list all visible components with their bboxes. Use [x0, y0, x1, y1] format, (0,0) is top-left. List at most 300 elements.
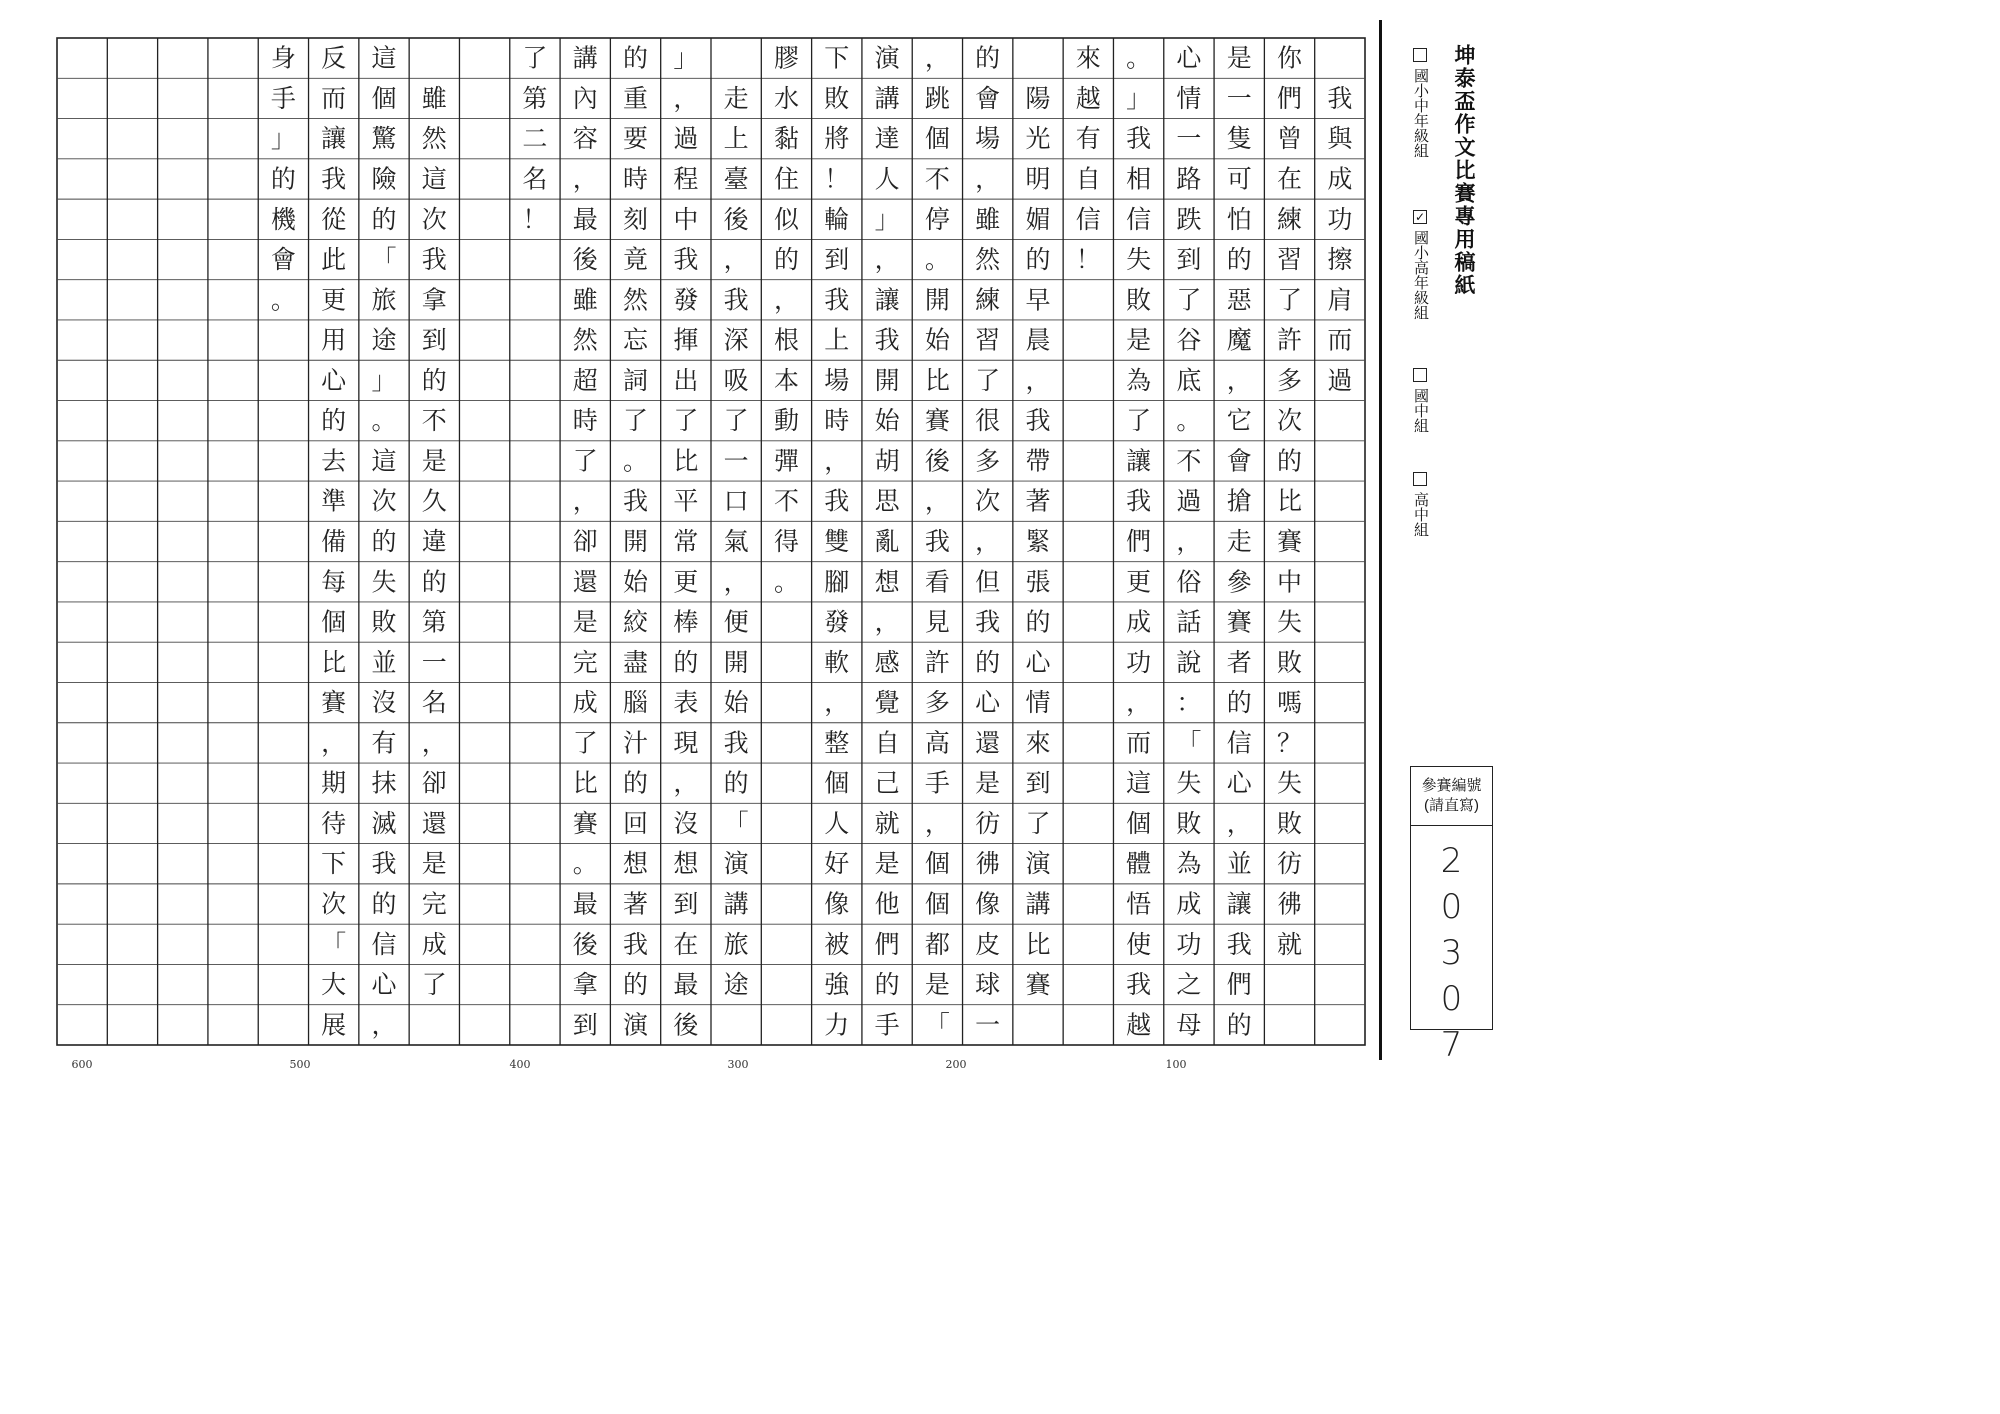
essay-character: 每 [321, 567, 347, 597]
essay-character: 」 [874, 204, 900, 234]
essay-character: 到 [1025, 768, 1051, 798]
essay-character: 很 [975, 406, 1001, 436]
essay-character: 的 [874, 970, 900, 1000]
entry-digit: 0 [1440, 979, 1463, 1019]
essay-character: 者 [1226, 647, 1252, 677]
essay-character: 緊 [1025, 527, 1051, 556]
category-option-junior-high[interactable] [1410, 368, 1431, 433]
essay-character: 輪 [824, 204, 850, 234]
essay-character: 第 [522, 83, 548, 113]
essay-character: 心 [975, 688, 1001, 718]
essay-character: 這 [371, 43, 397, 73]
essay-character: 我 [1025, 406, 1051, 436]
essay-character: 開 [874, 365, 900, 395]
essay-character: 沒 [371, 688, 397, 718]
category-option-senior-high[interactable] [1410, 472, 1431, 537]
contest-title: 坤泰盃作文比賽專用稿紙 [1452, 44, 1475, 297]
essay-character: 黏 [773, 124, 799, 154]
essay-character: 」 [371, 365, 397, 395]
essay-character: 俗 [1176, 567, 1202, 597]
essay-character: 便 [723, 607, 749, 637]
essay-character: 賽 [572, 808, 598, 838]
essay-character: 了 [1126, 406, 1152, 436]
essay-character: 。 [1176, 406, 1202, 436]
essay-character: 講 [723, 889, 749, 919]
essay-character: 比 [572, 768, 598, 798]
essay-character: 一 [421, 647, 447, 677]
essay-character: ， [673, 768, 699, 798]
essay-character: 名 [421, 688, 447, 718]
essay-character: 「 [1176, 728, 1202, 758]
essay-character: 手 [270, 83, 296, 113]
essay-character: 賽 [1277, 527, 1303, 556]
essay-character: 平 [673, 486, 699, 516]
essay-character: 並 [1226, 849, 1252, 879]
essay-character: 還 [572, 567, 598, 597]
essay-character: 「 [321, 929, 347, 959]
essay-character: 我 [723, 728, 749, 758]
essay-character: 就 [1277, 929, 1303, 959]
essay-character: 更 [673, 567, 699, 597]
essay-character: ， [824, 446, 850, 476]
character-count-marker: 500 [289, 1058, 311, 1071]
essay-character: ， [1226, 808, 1252, 838]
essay-character: ， [1176, 527, 1202, 556]
entry-number-value [1411, 826, 1492, 1068]
essay-character: 敗 [1126, 285, 1152, 315]
essay-character: 彿 [1277, 889, 1303, 919]
essay-character: 開 [623, 527, 649, 556]
essay-character: 。 [924, 245, 950, 275]
essay-character: 彿 [975, 849, 1001, 879]
essay-character: 盡 [623, 647, 649, 677]
essay-character: 的 [673, 647, 699, 677]
essay-character: 的 [1025, 245, 1051, 275]
essay-character: 不 [1176, 446, 1202, 476]
essay-character: 心 [371, 970, 397, 1000]
essay-character: 卻 [572, 527, 598, 556]
essay-character: 想 [623, 849, 649, 879]
essay-character: 並 [371, 647, 397, 677]
essay-character: 開 [924, 285, 950, 315]
checked-checkbox-icon[interactable]: ✓ [1414, 210, 1426, 224]
essay-character: 本 [773, 365, 799, 395]
essay-character: 到 [572, 1010, 598, 1040]
essay-character: 的 [1277, 446, 1303, 476]
essay-character: 這 [421, 164, 447, 194]
essay-character: 卻 [421, 768, 447, 798]
essay-character: 信 [371, 929, 397, 959]
essay-character: 功 [1327, 204, 1353, 234]
essay-character: 氣 [723, 527, 749, 556]
category-label: 國中組 [1412, 388, 1429, 433]
essay-character: ， [874, 245, 900, 275]
essay-character: 發 [673, 285, 699, 315]
essay-character: 過 [1176, 486, 1202, 516]
essay-character: 思 [874, 486, 900, 516]
essay-character: 的 [421, 365, 447, 395]
essay-character: 時 [623, 164, 649, 194]
essay-character: 後 [673, 1010, 699, 1040]
essay-character: 失 [1277, 768, 1303, 798]
essay-character: 跌 [1176, 204, 1202, 234]
essay-character: 母 [1176, 1010, 1202, 1040]
essay-character: 沒 [673, 808, 699, 838]
essay-character: 這 [371, 446, 397, 476]
essay-character: 講 [572, 43, 598, 73]
essay-character: 然 [572, 325, 598, 355]
essay-character: 我 [421, 245, 447, 275]
essay-character: 險 [371, 164, 397, 194]
essay-character: 是 [1126, 325, 1152, 355]
essay-character: 現 [673, 728, 699, 758]
essay-character: 張 [1025, 567, 1051, 597]
essay-character: 成 [1176, 889, 1202, 919]
essay-character: 次 [975, 486, 1001, 516]
essay-character: 「 [371, 245, 397, 275]
essay-column [1176, 44, 1202, 1040]
essay-character: 心 [321, 365, 347, 395]
essay-character: 我 [924, 527, 950, 556]
essay-character: 賽 [1226, 607, 1252, 637]
essay-character: 我 [874, 325, 900, 355]
essay-character: 備 [321, 527, 347, 556]
essay-character: 了 [1176, 285, 1202, 315]
essay-character: 絞 [623, 607, 649, 637]
essay-character: 始 [623, 567, 649, 597]
essay-character: ， [924, 43, 950, 73]
entry-digit: 2 [1440, 841, 1463, 881]
category-option-middle-grades[interactable] [1410, 48, 1431, 158]
essay-character: 次 [1277, 406, 1303, 436]
essay-column [824, 44, 850, 1040]
essay-character: 心 [1176, 43, 1202, 73]
essay-character: 竟 [623, 245, 649, 275]
essay-character: 媚 [1025, 204, 1051, 234]
essay-character: 皮 [975, 929, 1001, 959]
essay-character: ， [1025, 365, 1051, 395]
essay-character: 情 [1025, 688, 1051, 718]
essay-character: 最 [673, 970, 699, 1000]
entry-number-box [1410, 766, 1493, 1065]
essay-character: 更 [1126, 567, 1152, 597]
essay-character: 越 [1075, 83, 1101, 113]
essay-character: 覺 [874, 688, 900, 718]
essay-character: 途 [723, 970, 749, 1000]
essay-character: 是 [924, 970, 950, 1000]
essay-character: 是 [421, 446, 447, 476]
essay-character: ， [1226, 365, 1252, 395]
essay-character: 後 [572, 245, 598, 275]
essay-character: 著 [1025, 486, 1051, 516]
essay-character: 棒 [673, 607, 699, 637]
essay-character: 路 [1176, 164, 1202, 194]
essay-character: 期 [321, 768, 347, 798]
essay-character: 強 [824, 970, 850, 1000]
essay-character: 參 [1226, 567, 1252, 597]
essay-character: 「 [723, 808, 749, 838]
essay-character: 練 [975, 285, 1001, 315]
essay-character: 待 [321, 808, 347, 838]
essay-character: 場 [824, 365, 850, 395]
essay-character: 讓 [874, 285, 900, 315]
essay-character: 讓 [321, 124, 347, 154]
essay-character: 多 [924, 688, 950, 718]
essay-character: 旅 [723, 929, 749, 959]
essay-character: 」 [270, 124, 296, 154]
essay-character: 心 [1226, 768, 1252, 798]
essay-character: 成 [1327, 164, 1353, 194]
essay-character: 為 [1176, 849, 1202, 879]
essay-character: 陽 [1025, 83, 1051, 113]
essay-character: 功 [1176, 929, 1202, 959]
essay-character: 拿 [421, 285, 447, 315]
essay-character: 個 [924, 889, 950, 919]
essay-character: ， [874, 607, 900, 637]
essay-character: 了 [572, 446, 598, 476]
essay-character: 的 [371, 889, 397, 919]
essay-character: ， [421, 728, 447, 758]
essay-character: ， [572, 486, 598, 516]
essay-character: 我 [723, 285, 749, 315]
essay-character: 失 [1126, 245, 1152, 275]
essay-character: 情 [1176, 83, 1202, 113]
essay-character: 刻 [623, 204, 649, 234]
essay-character: 去 [321, 446, 347, 476]
essay-character: 的 [975, 43, 1001, 73]
essay-character: 動 [773, 406, 799, 436]
essay-character: 而 [1126, 728, 1152, 758]
character-count-marker: 100 [1165, 1058, 1187, 1071]
essay-character: 好 [824, 849, 850, 879]
essay-character: 個 [924, 849, 950, 879]
essay-character: 力 [824, 1010, 850, 1040]
essay-character: 會 [975, 83, 1001, 113]
category-option-upper-grades[interactable] [1410, 210, 1431, 320]
essay-character: 信 [1126, 204, 1152, 234]
essay-character: 跳 [924, 83, 950, 113]
essay-character: 看 [924, 567, 950, 597]
essay-character: 可 [1226, 164, 1252, 194]
checkbox-icon[interactable] [1413, 368, 1427, 382]
essay-character: 著 [623, 889, 649, 919]
essay-character: 最 [572, 204, 598, 234]
essay-character: 光 [1025, 124, 1051, 154]
essay-column [623, 44, 650, 1040]
essay-character: 場 [975, 124, 1001, 154]
essay-character: 是 [975, 768, 1001, 798]
essay-column [1327, 44, 1354, 395]
essay-character: 他 [874, 889, 900, 919]
essay-column [1227, 44, 1253, 1040]
essay-character: 了 [522, 43, 548, 73]
essay-character: 後 [924, 446, 950, 476]
essay-character: 了 [421, 970, 447, 1000]
essay-character: 成 [1126, 607, 1152, 637]
character-count-marker: 600 [71, 1058, 93, 1071]
essay-character: 而 [321, 83, 347, 113]
essay-character: 「 [924, 1010, 950, 1040]
essay-character: 了 [975, 365, 1001, 395]
essay-character: 想 [874, 567, 900, 597]
essay-character: 晨 [1025, 325, 1051, 355]
essay-character: 要 [623, 124, 649, 154]
essay-column [371, 44, 397, 1040]
essay-character: 人 [824, 808, 850, 838]
essay-character: 然 [421, 124, 447, 154]
essay-character: 感 [874, 647, 900, 677]
essay-column [975, 44, 1001, 1040]
essay-character: 功 [1126, 647, 1152, 677]
essay-column [1277, 44, 1303, 959]
essay-character: 是 [874, 849, 900, 879]
essay-character: 後 [572, 929, 598, 959]
essay-character: 都 [924, 929, 950, 959]
essay-character: 旅 [371, 285, 397, 315]
essay-character: 口 [723, 486, 749, 516]
essay-character: 悟 [1126, 889, 1152, 919]
essay-character: 我 [824, 486, 850, 516]
essay-character: 練 [1277, 204, 1303, 234]
essay-character: 還 [975, 728, 1001, 758]
essay-character: 。 [371, 406, 397, 436]
essay-character: 將 [824, 124, 850, 154]
essay-character: 成 [572, 688, 598, 718]
essay-character: 的 [723, 768, 749, 798]
essay-character: 見 [924, 607, 950, 637]
essay-character: 個 [371, 83, 397, 113]
essay-column [875, 44, 902, 1040]
essay-character: 個 [924, 124, 950, 154]
essay-character: 與 [1327, 124, 1353, 154]
essay-character: 而 [1327, 325, 1353, 355]
essay-column [271, 44, 297, 315]
essay-character: 帶 [1025, 446, 1051, 476]
essay-character: 的 [1226, 1010, 1252, 1040]
essay-character: 曾 [1277, 124, 1303, 154]
essay-character: 上 [824, 325, 850, 355]
essay-character: 魔 [1226, 325, 1252, 355]
essay-character: 的 [1226, 245, 1252, 275]
character-count-marker: 300 [727, 1058, 749, 1071]
essay-character: 來 [1025, 728, 1051, 758]
essay-character: 會 [1226, 446, 1252, 476]
essay-character: 個 [321, 607, 347, 637]
essay-character: 吸 [723, 365, 749, 395]
category-label: 國小中年級組 [1412, 68, 1429, 158]
essay-character: 。 [572, 849, 598, 879]
essay-character: 們 [1226, 970, 1252, 1000]
checkbox-icon[interactable] [1413, 472, 1427, 486]
essay-character: 準 [321, 486, 347, 516]
essay-character: 此 [321, 245, 347, 275]
essay-character: 話 [1176, 607, 1202, 637]
essay-character: 胡 [874, 446, 900, 476]
essay-character: 失 [1176, 768, 1202, 798]
essay-character: 臺 [723, 164, 749, 194]
essay-character: 自 [874, 728, 900, 758]
essay-character: 習 [975, 325, 1001, 355]
essay-character: 我 [1327, 83, 1353, 113]
essay-character: 是 [572, 607, 598, 637]
essay-character: ， [924, 808, 950, 838]
essay-character: 超 [572, 365, 598, 395]
essay-character: 習 [1277, 245, 1303, 275]
essay-character: 雖 [572, 285, 598, 315]
essay-character: 演 [874, 43, 900, 73]
essay-character: 的 [1025, 607, 1051, 637]
essay-character: 的 [321, 406, 347, 436]
essay-character: 來 [1075, 43, 1101, 73]
essay-character: 腳 [824, 567, 850, 597]
essay-character: 詞 [623, 365, 649, 395]
essay-character: 嗎 [1277, 688, 1303, 718]
category-label: 高中組 [1412, 492, 1429, 537]
essay-character: 敗 [1176, 808, 1202, 838]
essay-character: ， [572, 164, 598, 194]
essay-character: 有 [1075, 124, 1101, 154]
essay-character: ！ [522, 204, 548, 234]
essay-character: 早 [1025, 285, 1051, 315]
essay-character: 久 [421, 486, 447, 516]
essay-character: 次 [321, 889, 347, 919]
essay-character: ： [1176, 688, 1202, 718]
essay-character: 中 [673, 204, 699, 234]
checkbox-icon[interactable] [1413, 48, 1427, 62]
essay-character: 反 [321, 43, 347, 73]
essay-character [1025, 44, 1050, 73]
essay-character [422, 44, 447, 73]
essay-character: 許 [924, 647, 950, 677]
essay-character: 上 [723, 124, 749, 154]
essay-character: 信 [1226, 728, 1252, 758]
essay-character: 次 [371, 486, 397, 516]
essay-character: 用 [321, 325, 347, 355]
essay-character: 像 [975, 889, 1001, 919]
essay-character: 為 [1126, 365, 1152, 395]
essay-character: 水 [773, 83, 799, 113]
entry-digit: 3 [1440, 933, 1463, 973]
essay-character: 失 [371, 567, 397, 597]
sheet-border [1379, 20, 1382, 1060]
essay-character: 的 [371, 527, 397, 556]
essay-character: ， [1126, 688, 1152, 718]
essay-character: 我 [1126, 124, 1152, 154]
essay-character: 的 [623, 43, 649, 73]
essay-character: 過 [673, 124, 699, 154]
essay-character: 體 [1126, 849, 1152, 879]
essay-character: 自 [1075, 164, 1101, 194]
essay-character: 驚 [371, 124, 397, 154]
essay-character: 更 [321, 285, 347, 315]
essay-character [724, 44, 749, 73]
essay-character: 的 [623, 970, 649, 1000]
essay-character: 是 [421, 849, 447, 879]
essay-character: 走 [723, 83, 749, 113]
essay-character: 惡 [1226, 285, 1252, 315]
essay-character: 失 [1277, 607, 1303, 637]
essay-character: 次 [421, 204, 447, 234]
essay-column [321, 44, 347, 1040]
essay-character: 從 [321, 204, 347, 234]
character-count-marker: 400 [509, 1058, 531, 1071]
essay-character: 的 [1226, 688, 1252, 718]
essay-column [925, 44, 951, 1040]
essay-character: 的 [623, 768, 649, 798]
essay-character: 到 [1176, 245, 1202, 275]
essay-character: 不 [421, 406, 447, 436]
essay-character: ！ [824, 164, 850, 194]
